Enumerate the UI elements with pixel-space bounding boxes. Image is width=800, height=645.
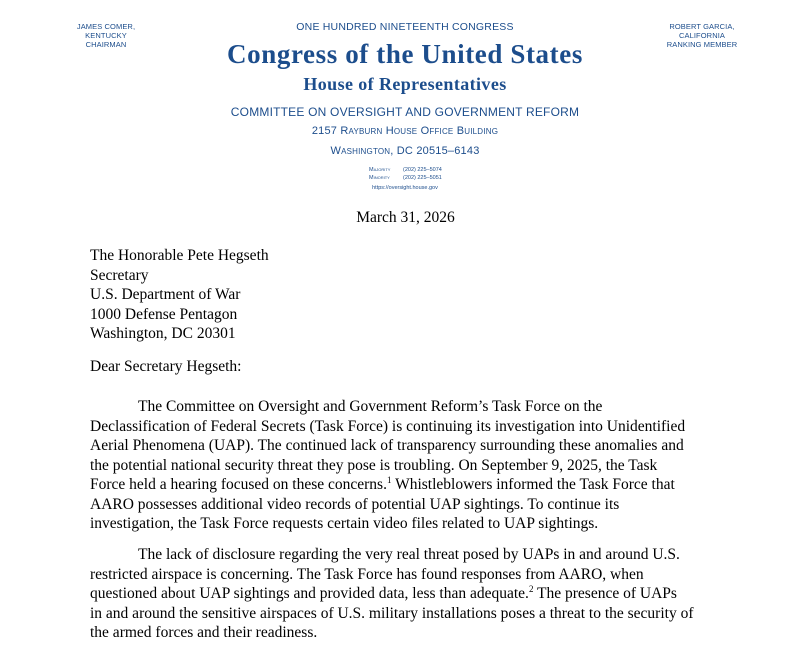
majority-phone: (202) 225–5074 <box>403 167 442 173</box>
chairman-name: JAMES COMER, KENTUCKY <box>76 22 136 40</box>
paragraph-line: in and around the sensitive airspaces of U.S. military installations poses a threat to the security of <box>90 604 694 622</box>
paragraph-line <box>90 475 730 495</box>
paragraph-line <box>90 584 730 604</box>
house-title: House of Representatives <box>303 74 507 94</box>
minority-phone-line <box>369 175 442 182</box>
recipient-line: U.S. Department of War <box>90 286 241 303</box>
paragraph-line: Aerial Phenomena (UAP). The continued lack of transparency surrounding these anomalies and <box>90 437 684 454</box>
line-text: questioned about UAP sightings and provided data, less than adequate. <box>90 585 529 602</box>
salutation: Dear Secretary Hegseth: <box>90 358 242 375</box>
ranking-member-name: ROBERT GARCIA, CALIFORNIA <box>669 22 735 40</box>
footnote-ref-1[interactable]: 1 <box>386 475 392 485</box>
congress-title: Congress of the United States <box>227 39 583 69</box>
body-paragraph-1 <box>90 397 730 534</box>
website-link[interactable]: https://oversight.house.gov <box>372 185 438 191</box>
paragraph-line: restricted airspace is concerning. The Task Force has found responses from AARO, when <box>90 565 644 583</box>
body-paragraph-2 <box>90 545 730 643</box>
recipient-line: Washington, DC 20301 <box>90 325 236 342</box>
committee-name: COMMITTEE ON OVERSIGHT AND GOVERNMENT REFORM <box>230 105 580 119</box>
recipient-line: The Honorable Pete Hegseth <box>90 247 269 264</box>
chairman-title: CHAIRMAN <box>85 40 127 49</box>
footnote-ref-2[interactable]: 2 <box>528 584 534 594</box>
ranking-member-title: RANKING MEMBER <box>666 40 738 49</box>
paragraph-line: The lack of disclosure regarding the very real threat posed by UAPs in and around U.S. <box>138 546 680 563</box>
paragraph-line: the potential national security threat they pose is troubling. On September 9, 2025, the Task <box>90 456 658 474</box>
paragraph-line: Declassification of Federal Secrets (Task Force) is continuing its investigation into Unidentified <box>90 417 686 435</box>
line-text: The presence of UAPs <box>533 585 677 602</box>
paragraph-line: the armed forces and their readiness. <box>90 624 318 641</box>
minority-phone: (202) 225–5051 <box>403 175 442 181</box>
congress-number: ONE HUNDRED NINETEENTH CONGRESS <box>296 21 514 33</box>
recipient-line: Secretary <box>90 266 149 284</box>
line-text: Force held a hearing focused on these concerns. <box>90 476 387 493</box>
recipient-address <box>90 246 269 344</box>
minority-label: Minority <box>369 175 390 181</box>
majority-phone-line <box>369 167 442 174</box>
paragraph-line: investigation, the Task Force requests certain video files related to UAP sightings. <box>90 515 599 532</box>
letter-date: March 31, 2026 <box>356 209 455 226</box>
paragraph-line: The Committee on Oversight and Government Reform’s Task Force on the <box>138 398 603 415</box>
paragraph-line: AARO possesses additional video records of potential UAP sightings. To continue its <box>90 495 620 513</box>
city-address: Washington, DC 20515–6143 <box>330 145 480 157</box>
line-text: Whistleblowers informed the Task Force that <box>391 476 675 493</box>
recipient-line: 1000 Defense Pentagon <box>90 305 238 323</box>
majority-label: Majority <box>369 167 391 173</box>
office-building-address: 2157 Rayburn House Office Building <box>311 125 499 137</box>
